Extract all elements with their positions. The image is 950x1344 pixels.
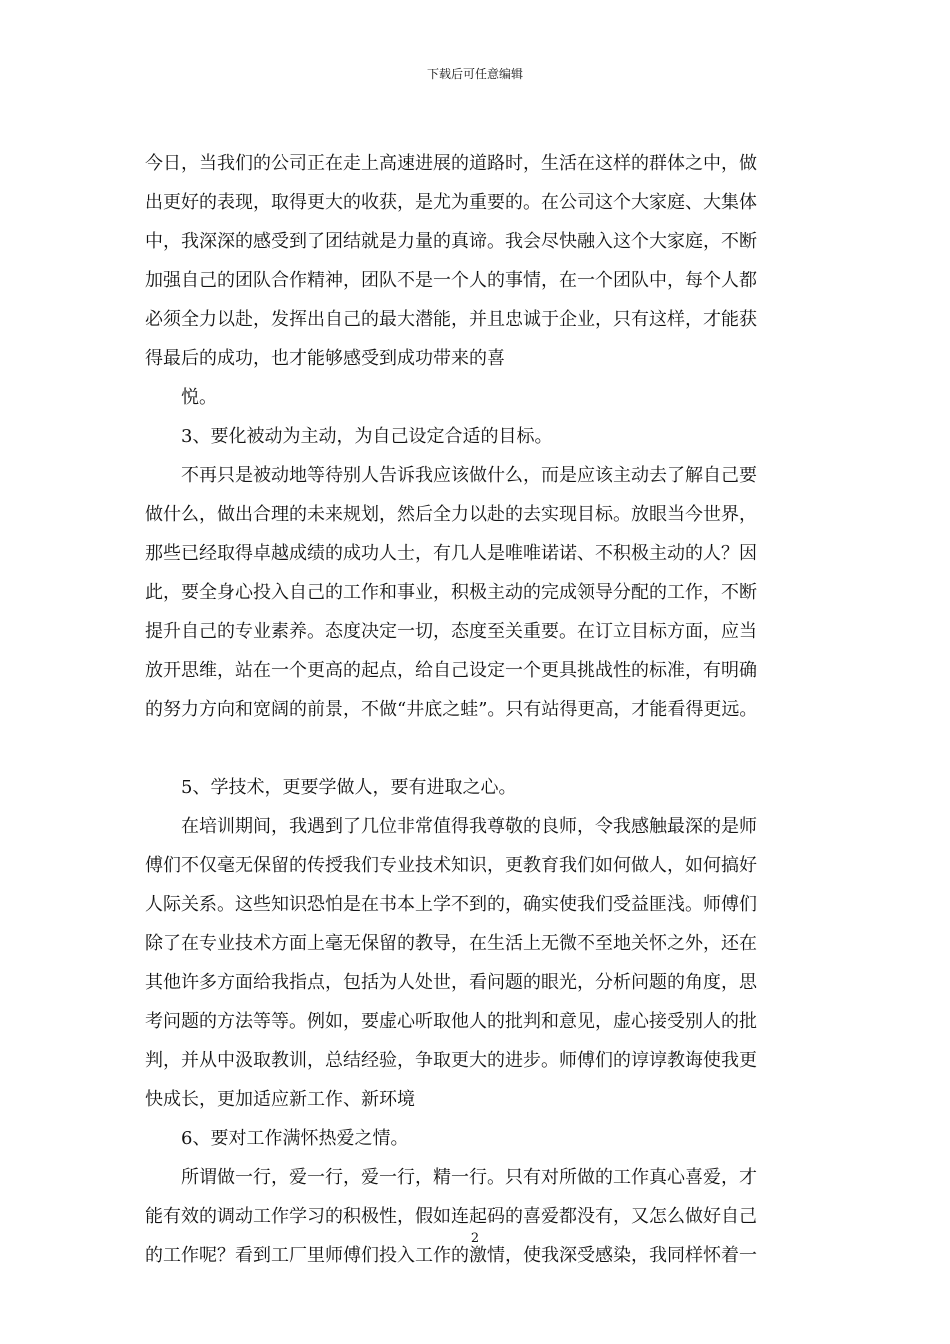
text-line: 人际关系。这些知识恐怕是在书本上学不到的，确实使我们受益匪浅。师傅们 [145,894,757,915]
text-line: 中，我深深的感受到了团结就是力量的真谛。我会尽快融入这个大家庭，不断 [145,231,757,252]
text-line: 做什么，做出合理的未来规划，然后全力以赴的去实现目标。放眼当今世界， [145,504,757,525]
text-line: 不再只是被动地等待别人告诉我应该做什么，而是应该主动去了解自己要 [181,465,757,486]
text-line: 的工作呢？看到工厂里师傅们投入工作的激情，使我深受感染，我同样怀着一 [145,1245,757,1266]
text-line: 判，并从中汲取教训，总结经验，争取更大的进步。师傅们的谆谆教诲使我更 [145,1050,757,1071]
section-heading: 6、要对工作满怀热爱之情。 [181,1128,409,1149]
page-header: 下载后可任意编辑 [426,67,523,81]
text-line: 的努力方向和宽阔的前景，不做“井底之蛙”。只有站得更高，才能看得更远。 [145,699,758,720]
text-line: 能有效的调动工作学习的积极性，假如连起码的喜爱都没有，又怎么做好自己 [145,1206,757,1227]
page-number: 2 [470,1231,480,1246]
text-line: 除了在专业技术方面上毫无保留的教导，在生活上无微不至地关怀之外，还在 [145,933,757,954]
text-line: 今日，当我们的公司正在走上高速进展的道路时，生活在这样的群体之中，做 [145,153,757,174]
text-line: 傅们不仅毫无保留的传授我们专业技术知识，更教育我们如何做人，如何搞好 [145,855,757,876]
text-line: 放开思维，站在一个更高的起点，给自己设定一个更具挑战性的标准，有明确 [145,660,757,681]
text-line: 悦。 [181,387,217,408]
text-line: 在培训期间，我遇到了几位非常值得我尊敬的良师，令我感触最深的是师 [181,816,757,837]
section-heading: 5、学技术，更要学做人，要有进取之心。 [181,777,517,798]
text-line: 出更好的表现，取得更大的收获，是尤为重要的。在公司这个大家庭、大集体 [145,192,757,213]
text-line: 得最后的成功，也才能够感受到成功带来的喜 [145,348,505,369]
document-body [145,144,825,1275]
paragraph-gap [145,729,825,768]
text-line: 那些已经取得卓越成绩的成功人士，有几人是唯唯诺诺、不积极主动的人？因 [145,543,757,564]
section-heading: 3、要化被动为主动，为自己设定合适的目标。 [181,426,553,447]
text-line: 考问题的方法等等。例如，要虚心听取他人的批判和意见，虚心接受别人的批 [145,1011,757,1032]
text-line: 所谓做一行，爱一行，爱一行，精一行。只有对所做的工作真心喜爱，才 [181,1167,757,1188]
text-line: 加强自己的团队合作精神，团队不是一个人的事情，在一个团队中，每个人都 [145,270,757,291]
text-line: 此，要全身心投入自己的工作和事业，积极主动的完成领导分配的工作，不断 [145,582,757,603]
text-line: 快成长，更加适应新工作、新环境 [145,1089,415,1110]
text-line: 其他许多方面给我指点，包括为人处世，看问题的眼光，分析问题的角度，思 [145,972,757,993]
text-line: 必须全力以赴，发挥出自己的最大潜能，并且忠诚于企业，只有这样，才能获 [145,309,757,330]
text-line: 提升自己的专业素养。态度决定一切，态度至关重要。在订立目标方面，应当 [145,621,757,642]
